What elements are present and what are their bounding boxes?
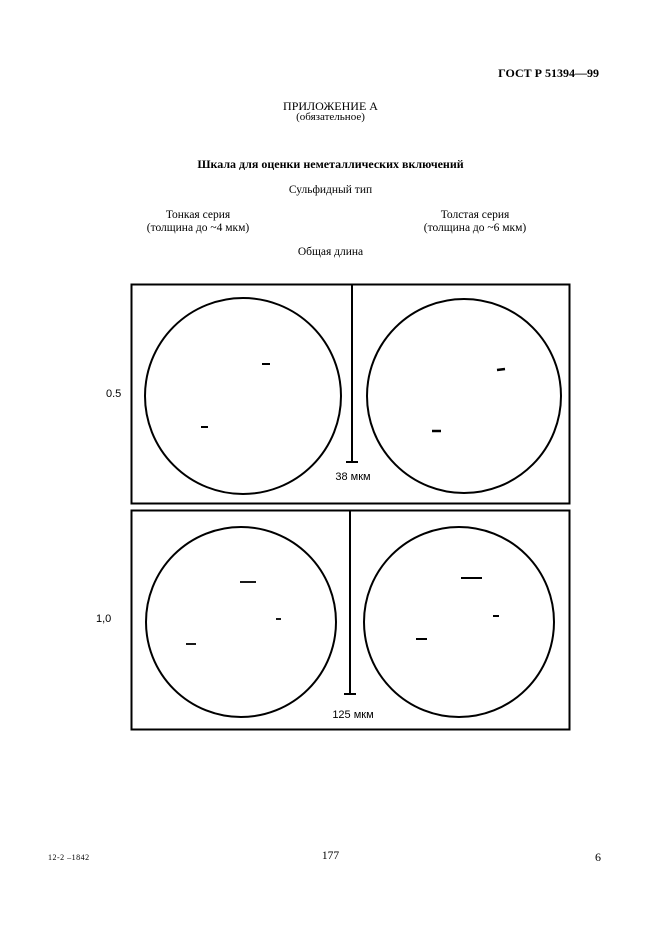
page-number: 177 xyxy=(321,850,340,862)
left-series-name: Тонкая серия xyxy=(165,209,231,221)
field-of-view-thin xyxy=(145,298,341,494)
length-label: 125 мкм xyxy=(332,709,374,721)
inclusion xyxy=(497,369,505,370)
right-series-name: Толстая серия xyxy=(440,209,510,221)
grade-label: 1,0 xyxy=(96,613,112,625)
inclusion-type: Сульфидный тип xyxy=(288,184,373,196)
field-of-view-thick xyxy=(367,299,561,493)
field-of-view-thick xyxy=(364,527,554,717)
field-of-view-thin xyxy=(146,527,336,717)
sheet-number: 6 xyxy=(595,850,601,864)
length-label: 38 мкм xyxy=(335,471,371,483)
annex-status: (обязательное) xyxy=(296,111,365,123)
print-code: 12-2 –1842 xyxy=(48,853,90,862)
left-series-thickness: (толщина до ~4 мкм) xyxy=(146,222,250,234)
grade-label: 0.5 xyxy=(106,388,122,400)
standard-number: ГОСТ Р 51394—99 xyxy=(498,66,599,80)
measure-label: Общая длина xyxy=(297,246,364,258)
scale-title: Шкала для оценки неметаллических включений xyxy=(197,157,464,171)
right-series-thickness: (толщина до ~6 мкм) xyxy=(423,222,527,234)
annex-title: ПРИЛОЖЕНИЕ А xyxy=(283,99,378,113)
